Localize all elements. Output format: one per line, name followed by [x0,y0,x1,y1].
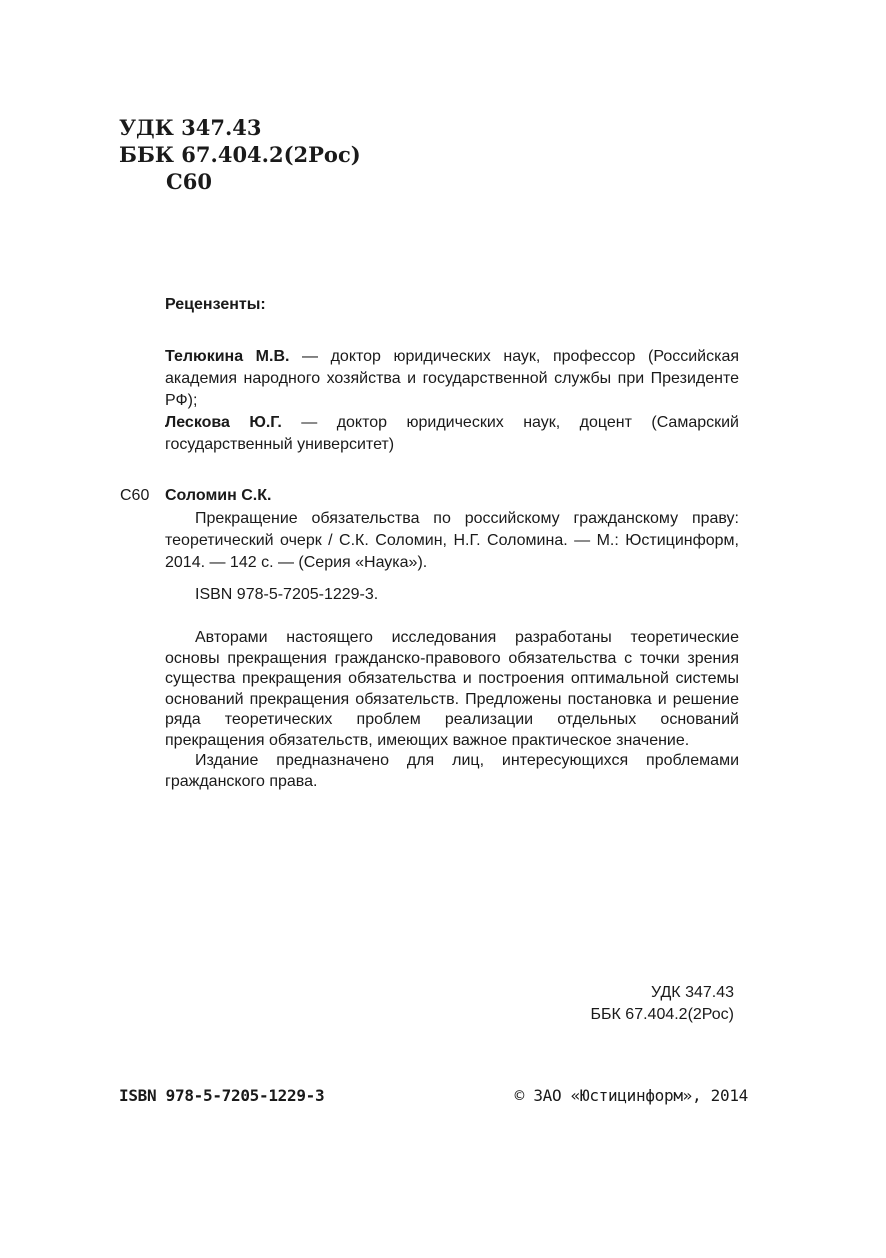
udk-code: УДК 347.43 [119,115,262,140]
reviewer-details: — доктор юридических наук, профессор (Российская академия народного хозяйства и государственной службы при Президенте РФ); [165,348,739,409]
annotation-paragraph: Авторами настоящего исследования разработаны теоретические основы прекращения гражданско-правового обязательства с точки зрения существа прекращения обязательства и построения оптимальной системы оснований прекращения обязательств. Предложены постановка и решение ряда теоретических проблем реализации отдельных оснований прекращения обязательств, имеющих важное практическое значение. [165,629,739,749]
classification-header [119,114,361,195]
author-mark: С60 [166,169,212,194]
reviewer-entry [165,412,739,456]
annotation [165,628,739,792]
bibliographic-description: Прекращение обязательства по российскому гражданскому праву: теоретический очерк / С.К. Соломин, Н.Г. Соломина. — М.: Юстицинформ, 2014. — 142 с. — (Серия «Наука»). [165,510,739,571]
reviewer-details: — доктор юридических наук, доцент (Самарский государственный университет) [165,414,739,453]
copyright-notice: © ЗАО «Юстицинформ», 2014 [514,1086,748,1105]
catalog-isbn: ISBN 978-5-7205-1229-3. [195,586,379,603]
catalog-author: Соломин С.К. [165,487,272,504]
reviewers-title: Рецензенты: [165,296,266,313]
bbk-code: ББК 67.404.2(2Рос) [119,142,361,167]
classification-codes [591,982,734,1026]
annotation-paragraph: Издание предназначено для лиц, интересующихся проблемами гражданского права. [165,752,739,790]
catalog-mark: С60 [120,487,150,504]
footer-isbn: ISBN 978-5-7205-1229-3 [119,1086,325,1105]
udk-code: УДК 347.43 [651,984,734,1001]
reviewer-entry [165,346,739,412]
bbk-code: ББК 67.404.2(2Рос) [590,1006,734,1023]
reviewer-name: Лескова Ю.Г. [165,414,282,431]
reviewer-name: Телюкина М.В. [165,348,290,365]
